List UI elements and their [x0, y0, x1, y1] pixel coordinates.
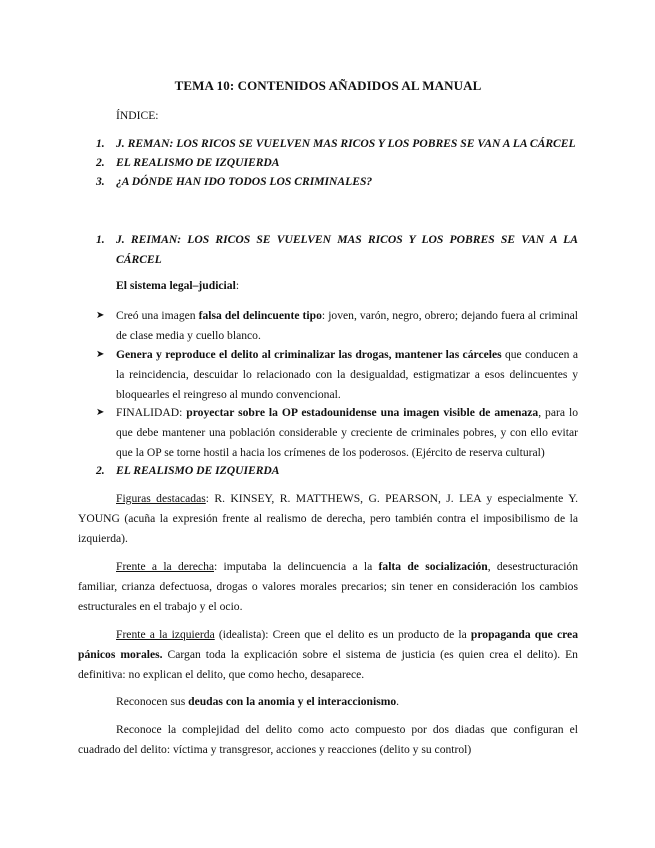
bullet-text: FINALIDAD: proyectar sobre la OP estadounidense una imagen visible de amenaza, para lo que debe mantener una población considerable y creciente de criminales pobres, y con ello evitar que la OP se torne hostil a hacia los crímenes de los poderosos. (Ejército de reserva cultural) — [116, 406, 578, 459]
index-item-number: 1. — [96, 137, 105, 150]
paragraph-complejidad: Reconoce la complejidad del delito como acto compuesto por dos diadas que configuran el cuadrado del delito: víctima y transgresor, acciones y reacciones (delito y su control) — [78, 723, 578, 756]
paragraph-derecha: Frente a la derecha: imputaba la delincuencia a la falta de socialización, desestructuración familiar, crianza defectuosa, drogas o valores morales precarios; sin tener en consideración los cambios estructurales en el trabajo y el ocio. — [78, 560, 579, 613]
bullet-text: Creó una imagen falsa del delincuente tipo: joven, varón, negro, obrero; dejando fuera al criminal de clase media y cuello blanco. — [116, 309, 578, 342]
subheading-text: El sistema legal–judicial — [116, 279, 236, 292]
index-item-number: 2. — [96, 156, 105, 169]
section-heading-text: EL REALISMO DE IZQUIERDA — [116, 464, 280, 477]
subheading-colon: : — [235, 279, 240, 292]
arrow-bullet-icon: ➤ — [96, 407, 105, 418]
section-number: 2. — [96, 464, 105, 477]
paragraph-izquierda: Frente a la izquierda (idealista): Creen que el delito es un producto de la propaganda que crea pánicos morales. Cargan toda la explicación sobre el sistema de justicia (es quien crea el delito). En definitiva: no explican el delito, que como hecho, desaparece. — [78, 628, 579, 681]
paragraph-deudas: Reconocen sus deudas con la anomia y el interaccionismo. — [116, 695, 400, 708]
index-label: ÍNDICE: — [116, 109, 159, 122]
subheading — [116, 276, 239, 296]
index-item-number: 3. — [96, 175, 105, 188]
index-item-text: EL REALISMO DE IZQUIERDA — [116, 156, 280, 169]
index-item-text: J. REMAN: LOS RICOS SE VUELVEN MAS RICOS Y LOS POBRES SE VAN A LA CÁRCEL — [116, 137, 576, 150]
section-heading-text: J. REIMAN: LOS RICOS SE VUELVEN MAS RICOS Y LOS POBRES SE VAN A LA CÁRCEL — [116, 233, 578, 266]
bullet-text: Genera y reproduce el delito al criminalizar las drogas, mantener las cárceles que conducen a la reincidencia, descuidar lo relacionado con la desigualdad, estigmatizar a esos delincuentes y bloquearles el reingreso al mundo convencional. — [116, 348, 578, 401]
section-number: 1. — [96, 233, 105, 246]
page-title: TEMA 10: CONTENIDOS AÑADIDOS AL MANUAL — [174, 78, 482, 93]
arrow-bullet-icon: ➤ — [96, 349, 105, 360]
index-item-text: ¿A DÓNDE HAN IDO TODOS LOS CRIMINALES? — [116, 175, 373, 188]
paragraph-figuras: Figuras destacadas: R. KINSEY, R. MATTHEWS, G. PEARSON, J. LEA y especialmente Y. YOUNG (acuña la expresión frente al realismo de derecha, pero también contra el imposibilismo de la izquierda). — [78, 492, 578, 545]
arrow-bullet-icon: ➤ — [96, 310, 105, 321]
